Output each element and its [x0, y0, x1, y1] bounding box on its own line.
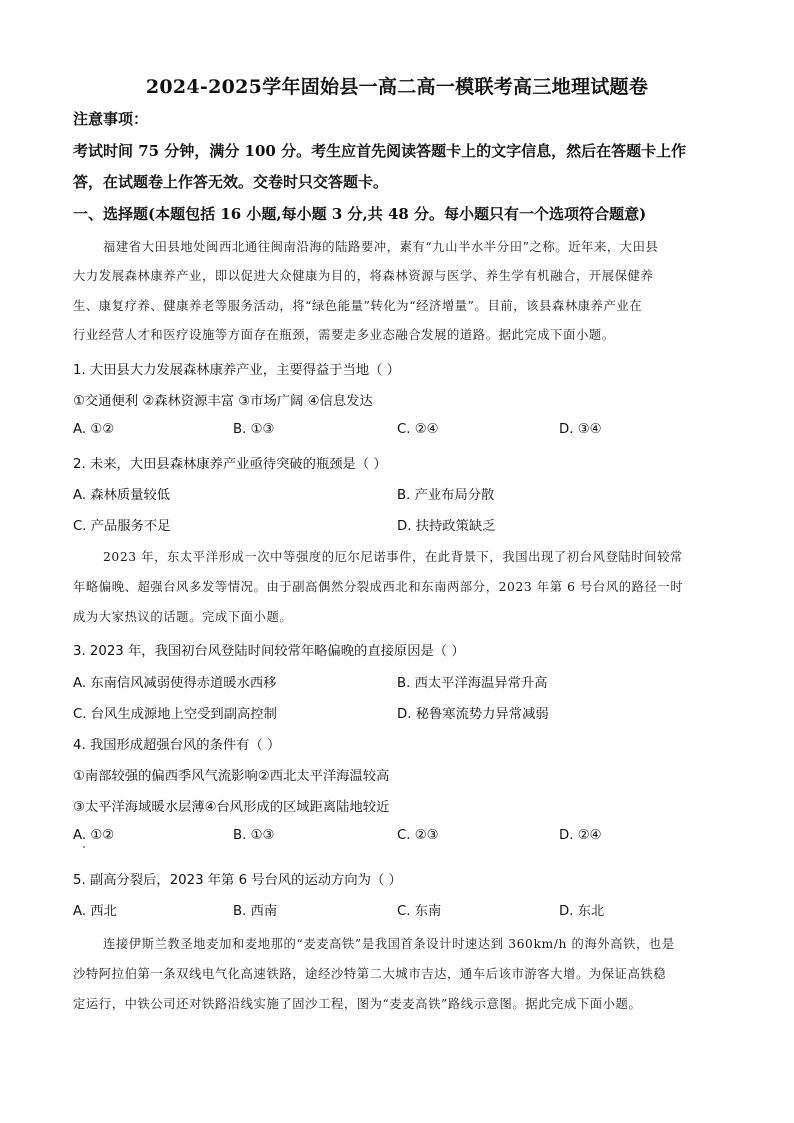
option-c: C. ②④ — [397, 422, 439, 437]
question-stem: 5. 副高分裂后，2023 年第 6 号台风的运动方向为（ ） — [73, 873, 402, 888]
passage-line: 定运行，中铁公司还对铁路沿线实施了固沙工程，图为“麦麦高铁”路线示意图。据此完成下面小题。 — [73, 997, 642, 1011]
option-d: D. 秘鲁寒流势力异常减弱 — [397, 707, 549, 722]
option-c: C. 东南 — [397, 904, 442, 919]
question-choices: ①交通便利 ②森林资源丰富 ③市场广阔 ④信息发达 — [73, 394, 373, 409]
question-stem: 4. 我国形成超强台风的条件有（ ） — [73, 738, 281, 753]
option-b: B. ①③ — [233, 422, 275, 437]
option-a: A. 东南信风减弱使得赤道暖水西移 — [73, 676, 277, 691]
option-a: A. ①② — [73, 422, 115, 437]
option-d: D. ③④ — [559, 422, 602, 437]
option-c: C. 台风生成源地上空受到副高控制 — [73, 707, 277, 722]
exam-title: 2024-2025学年固始县一高二高一模联考高三地理试题卷 — [145, 76, 649, 98]
option-d: D. 东北 — [559, 904, 605, 919]
passage-line: 福建省大田县地处闽西北通往闽南沿海的陆路要冲，素有“九山半水半分田”之称。近年来，大田县 — [103, 240, 659, 254]
stray-dot — [83, 846, 85, 848]
notice-line: 答，在试题卷上作答无效。交卷时只交答题卡。 — [73, 173, 389, 191]
option-c: C. ②③ — [397, 828, 439, 843]
passage-line: 沙特阿拉伯第一条双线电气化高速铁路，途经沙特第二大城市吉达，通车后该市游客大增。为保证高铁稳 — [73, 967, 667, 981]
option-a: A. ①② — [73, 828, 115, 843]
option-d: D. ②④ — [559, 828, 602, 843]
passage-line: 行业经营人才和医疗设施等方面存在瓶颈，需要走多业态融合发展的道路。据此完成下面小题。 — [73, 328, 615, 342]
question-choices: ③太平洋海域暖水层薄④台风形成的区域距离陆地较近 — [73, 800, 390, 815]
question-choices: ①南部较强的偏西季风气流影响②西北太平洋海温较高 — [73, 769, 390, 784]
option-d: D. 扶持政策缺乏 — [397, 519, 496, 534]
option-b: B. 产业布局分散 — [397, 488, 495, 503]
question-stem: 1. 大田县大力发展森林康养产业，主要得益于当地（ ） — [73, 363, 400, 378]
question-stem: 3. 2023 年，我国初台风登陆时间较常年略偏晚的直接原因是（ ） — [73, 644, 465, 659]
passage-line: 年略偏晚、超强台风多发等情况。由于副高偶然分裂成西北和东南两部分，2023 年第 6 号台风的路径一时 — [73, 580, 684, 594]
option-a: A. 森林质量较低 — [73, 488, 171, 503]
notice-heading: 注意事项： — [73, 110, 149, 128]
option-b: B. ①③ — [233, 828, 275, 843]
question-stem: 2. 未来，大田县森林康养产业亟待突破的瓶颈是（ ） — [73, 457, 387, 472]
option-b: B. 西太平洋海温异常升高 — [397, 676, 548, 691]
passage-line: 成为大家热议的话题。完成下面小题。 — [73, 610, 293, 624]
section-heading: 一、选择题(本题包括 16 小题,每小题 3 分,共 48 分。每小题只有一个选项符合题意) — [73, 205, 647, 223]
passage-line: 大力发展森林康养产业，即以促进大众健康为目的，将森林资源与医学、养生学有机融合，开展保健养 — [73, 269, 654, 283]
notice-line: 考试时间 75 分钟，满分 100 分。考生应首先阅读答题卡上的文字信息，然后在答题卡上作 — [73, 142, 687, 160]
option-a: A. 西北 — [73, 904, 117, 919]
passage-line: 2023 年，东太平洋形成一次中等强度的厄尔尼诺事件，在此背景下，我国出现了初台风登陆时间较常 — [103, 550, 683, 564]
passage-line: 连接伊斯兰教圣地麦加和麦地那的“麦麦高铁”是我国首条设计时速达到 360km/h 的海外高铁，也是 — [103, 937, 675, 951]
option-c: C. 产品服务不足 — [73, 519, 171, 534]
passage-line: 生、康复疗养、健康养老等服务活动，将“绿色能量”转化为“经济增量”。目前，该县森林康养产业在 — [73, 299, 643, 313]
option-b: B. 西南 — [233, 904, 278, 919]
